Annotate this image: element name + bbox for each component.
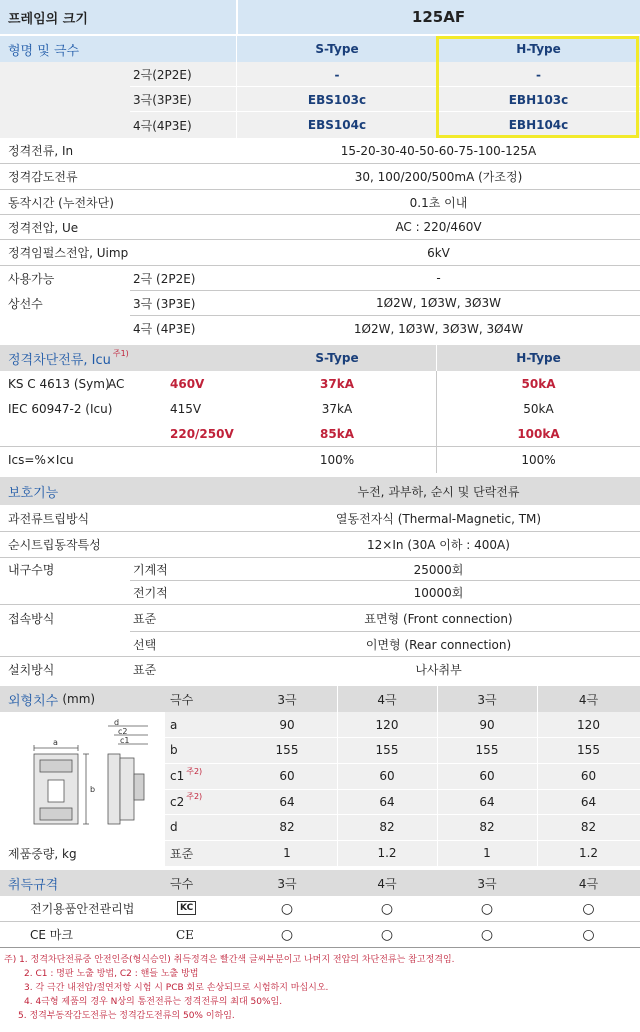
spec-value: 15-20-30-40-50-60-75-100-125A [340,143,537,158]
std-label: 표준 [133,611,157,626]
type-label: 형명 및 극수 [8,43,80,59]
breaking-row [0,371,640,396]
cert-name: CE 마크 [30,928,73,942]
breaking-label: 정격차단전류, Icu 주1) [8,348,129,368]
mech-label: 기계적 [133,562,168,577]
cert-mark: ○ [380,900,394,917]
instant-row [0,532,640,557]
diagram-label-d: d [114,718,120,727]
footnote: 3. 각 극간 내전압/절연저항 시험 시 PCB 회로 손상되므로 시험하지 마십시오. [24,983,329,993]
spec-label: 동작시간 (누전차단) [8,195,114,210]
dim-value: 82 [279,820,295,834]
spec-label: 정격감도전류 [8,170,78,184]
pole-label: 3극 (3P3E) [133,296,196,311]
dim-value: 60 [580,769,597,783]
s-type-ics: 100% [319,453,355,467]
cert-mark: ○ [380,926,394,943]
usage-row [0,316,640,341]
cert-row [0,896,640,921]
breaking-row [0,421,640,446]
diagram-label-b: b [90,785,96,794]
footnote: 4. 4극형 제품의 경우 N상의 통전전류는 정격전류의 최대 50%임. [24,997,283,1007]
h-type-header: H-Type [516,351,561,365]
pole-label: 4극 (4P3E) [133,322,196,336]
dim-value: 155 [577,743,600,757]
endurance-row [0,558,640,580]
endurance-row [0,581,640,604]
instant-value: 12×In (30A 이하 : 400A) [367,538,510,552]
footnote: 주) 1. 정격차단전류중 안전인증(형식승인) 취득정격은 빨간색 글씨부분이고 나머지 전압의 차단전류는 참고정격임. [4,955,455,965]
h-type-ics: 100% [521,453,556,467]
protection-label: 보호기능 [8,485,59,501]
trip-label: 과전류트립방식 [8,511,90,526]
s-type-value: 85kA [320,426,354,441]
dim-value: 82 [479,820,495,834]
instant-label: 순시트립동작특성 [8,538,101,552]
endurance-label: 내구수명 [8,562,55,577]
s-type-model: - [334,67,340,82]
pole-col: 3극 [277,876,297,891]
dim-key: c1 주2) [170,766,203,783]
diagram-label-c1: c1 [120,736,130,745]
s-type-value: 37kA [321,401,353,416]
diagram-label-a: a [53,738,58,747]
install-row [0,657,640,681]
dim-value: 155 [375,743,399,757]
dim-value: 120 [375,717,399,732]
h-type-model: EBH103c [508,92,569,107]
spec-row [0,215,640,239]
opt-label: 선택 [133,637,157,652]
pole-header: 극수 [170,876,194,891]
frame-row [0,0,640,34]
weight-label: 제품중량, kg [8,846,77,861]
pole-label: 2극 (2P2E) [133,271,196,286]
cert-name: 전기용품안전관리법 [30,902,135,916]
cert-mark: ○ [480,926,494,943]
weight-row [0,840,640,866]
dims-header-row [0,686,640,712]
cert-label: 취득규격 [8,877,59,893]
weight-value: 1.2 [377,846,397,860]
h-type-model: EBH104c [508,118,569,132]
weight-value: 1 [483,846,491,860]
spec-value: 30, 100/200/500mA (가조정) [354,170,523,184]
spec-label: 정격임펄스전압, Uimp [8,246,129,260]
connection-label: 접속방식 [8,611,55,626]
pole-col: 3극 [277,692,297,707]
pole-label: 2극(2P2E) [133,68,192,82]
dim-value: 82 [580,820,597,834]
voltage: 460V [170,376,205,391]
elec-label: 전기적 [133,586,168,600]
dim-value: 64 [379,794,395,809]
s-type-header: S-Type [315,351,359,365]
elec-value: 10000회 [413,586,464,600]
pole-header: 극수 [170,692,194,707]
dim-key: d [170,820,178,834]
h-type-value: 50kA [523,401,554,416]
usage-label-2: 상선수 [8,296,43,311]
s-type-model: EBS104c [307,118,367,132]
dim-value: 90 [479,717,495,732]
spec-value: AC : 220/460V [395,220,482,234]
dim-value: 64 [580,794,597,809]
standard-iec: IEC 60947-2 (Icu) [8,401,113,416]
dim-value: 155 [275,743,299,757]
install-value: 나사취부 [415,662,462,677]
dim-value: 120 [577,717,600,732]
frame-value: 125AF [411,8,466,26]
kc-mark-icon: KC [177,901,196,915]
dim-value: 82 [379,820,395,834]
spec-label: 정격전류, In [8,144,74,158]
trip-row [0,505,640,531]
standard-ks: KS C 4613 (Sym) [8,376,110,391]
install-label: 설치방식 [8,662,55,677]
dim-value: 155 [475,743,499,757]
pole-col: 4극 [377,692,397,707]
dim-value: 60 [379,769,395,783]
h-type-highlight [436,36,639,138]
pole-col: 4극 [578,876,599,891]
ics-row [0,447,640,473]
cert-mark: ○ [280,900,294,917]
spec-label: 정격전압, Ue [8,220,79,235]
dim-key: a [170,717,178,732]
s-type-model: EBS103c [307,92,367,107]
h-type-model: - [536,67,541,82]
footnote: 2. C1 : 명판 노출 방법, C2 : 핸들 노출 방법 [24,969,199,979]
weight-value: 1.2 [578,846,599,860]
mech-value: 25000회 [413,562,464,577]
footnote: 5. 정격부동작감도전류는 정격감도전류의 50% 이하임. [18,1011,235,1021]
breaking-header-row [0,345,640,371]
trip-value: 열동전자식 (Thermal-Magnetic, TM) [335,511,542,526]
spec-value: 0.1초 이내 [409,195,468,210]
dim-value: 64 [479,794,495,809]
cert-mark: ○ [480,900,494,917]
protection-value: 누전, 과부하, 순시 및 단락전류 [357,484,520,499]
protection-row [0,477,640,505]
dim-value: 90 [279,717,295,732]
dim-key: b [170,743,178,757]
ics-label: Ics=%×Icu [8,453,74,467]
cert-row [0,922,640,947]
dim-value: 60 [479,769,495,783]
voltage: 415V [170,401,202,416]
pole-label: 3극(3P3E) [133,93,192,107]
dimension-diagram [26,718,156,828]
cert-mark: ○ [582,926,595,943]
connection-row [0,605,640,631]
ce-mark-icon: CE [176,927,194,942]
connection-row [0,632,640,656]
spec-row [0,164,640,189]
pole-label: 4극(4P3E) [133,118,192,133]
h-type-value: 100kA [517,426,560,441]
s-type-value: 37kA [320,376,354,391]
frame-label: 프레임의 크기 [8,11,88,27]
std-label: 표준 [133,662,157,677]
cert-mark: ○ [280,926,294,943]
pole-col: 3극 [477,876,497,891]
dim-value: 60 [279,769,295,783]
spec-value: 6kV [427,245,450,260]
spec-row [0,240,640,265]
pole-col: 4극 [377,876,397,891]
usage-row [0,291,640,315]
weight-value: 1 [283,846,291,860]
h-type-header: H-Type [516,42,561,56]
voltage: 220/250V [170,426,234,441]
dim-key: c2 주2) [170,792,203,809]
h-type-value: 50kA [521,376,556,391]
dim-value: 64 [279,794,295,809]
breaking-row [0,396,640,421]
std-label: 표준 [170,846,194,861]
spec-row [0,138,640,163]
usage-value: 1Ø2W, 1Ø3W, 3Ø3W, 3Ø4W [353,321,524,336]
pole-col: 3극 [477,692,497,707]
std-value: 표면형 (Front connection) [364,611,513,626]
dims-label: 외형치수 (mm) [8,692,96,709]
pole-col: 4극 [578,692,599,707]
usage-label-1: 사용가능 [8,271,55,286]
cert-header-row [0,870,640,896]
ac-label: AC [108,376,125,391]
diagram-label-c2: c2 [118,727,128,736]
usage-value: 1Ø2W, 1Ø3W, 3Ø3W [376,296,501,310]
opt-value: 이면형 (Rear connection) [365,637,512,652]
s-type-header: S-Type [315,42,359,56]
usage-value: - [436,271,441,285]
cert-mark: ○ [582,900,595,917]
usage-row [0,266,640,290]
spec-row [0,190,640,214]
